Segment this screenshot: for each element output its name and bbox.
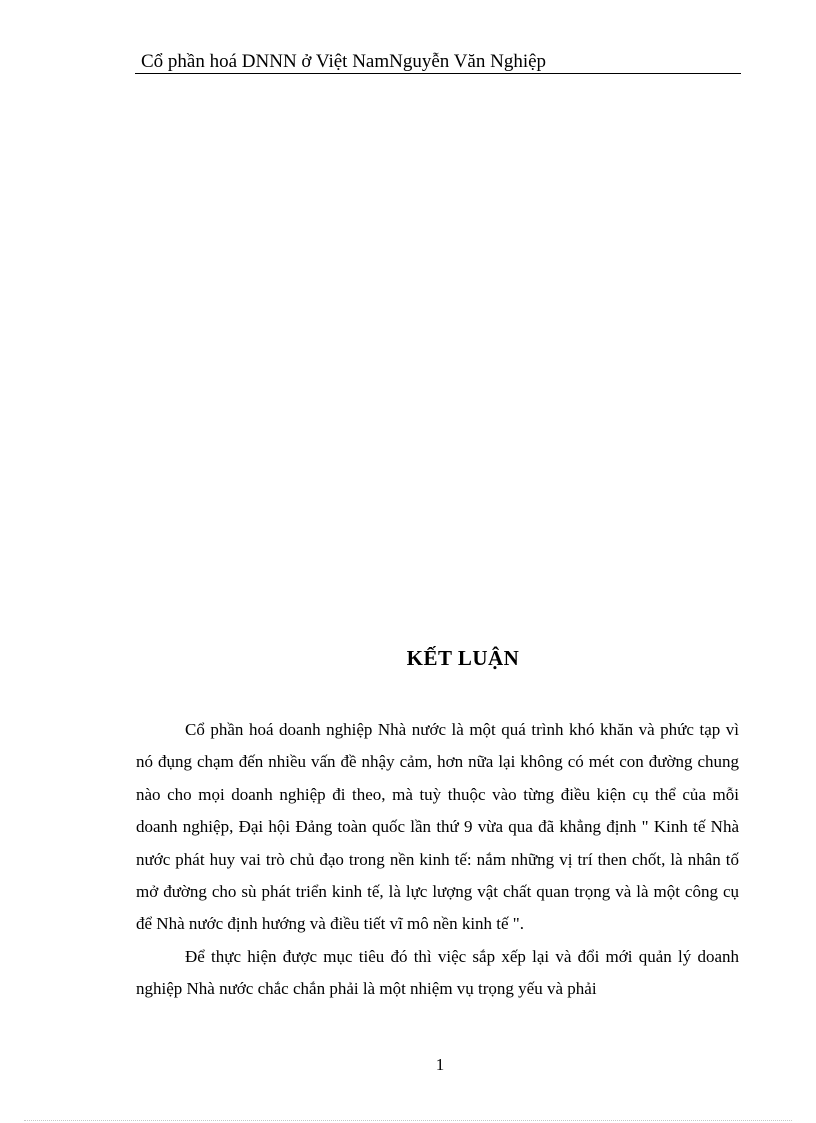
paragraph-1: Cổ phần hoá doanh nghiệp Nhà nước là một quá trình khó khăn và phức tạp vì nó đụng chạm đến nhiều vấn đề nhậy cảm, hơn nữa lại không có mét con đường chung nào cho mọi doanh nghiệp đi theo, mà tuỳ thuộc vào từng điều kiện cụ thể của mỗi doanh nghiệp, Đại hội Đảng toàn quốc lần thứ 9 vừa qua đã khẳng định " Kinh tế Nhà nước phát huy vai trò chủ đạo trong nền kinh tế: nắm những vị trí then chốt, là nhân tố mở đường cho sù phát triển kinh tế, là lực lượng vật chất quan trọng và là một công cụ để Nhà nước định hướng và điều tiết vĩ mô nền kinh tế ". bbox=[136, 720, 739, 934]
section-title: KẾT LUẬN bbox=[406, 646, 520, 670]
paragraph-2: Để thực hiện được mục tiêu đó thì việc sắp xếp lại và đổi mới quản lý doanh nghiệp Nhà nước chắc chắn phải là một nhiệm vụ trọng yếu và phải bbox=[136, 946, 739, 999]
page-number: 1 bbox=[435, 1055, 445, 1074]
page-header bbox=[135, 48, 741, 74]
page-bottom-edge bbox=[24, 1120, 792, 1121]
header-title: Cổ phần hoá DNNN ở Việt NamNguyễn Văn Nghiệp bbox=[141, 51, 547, 72]
body-text bbox=[136, 714, 739, 1006]
